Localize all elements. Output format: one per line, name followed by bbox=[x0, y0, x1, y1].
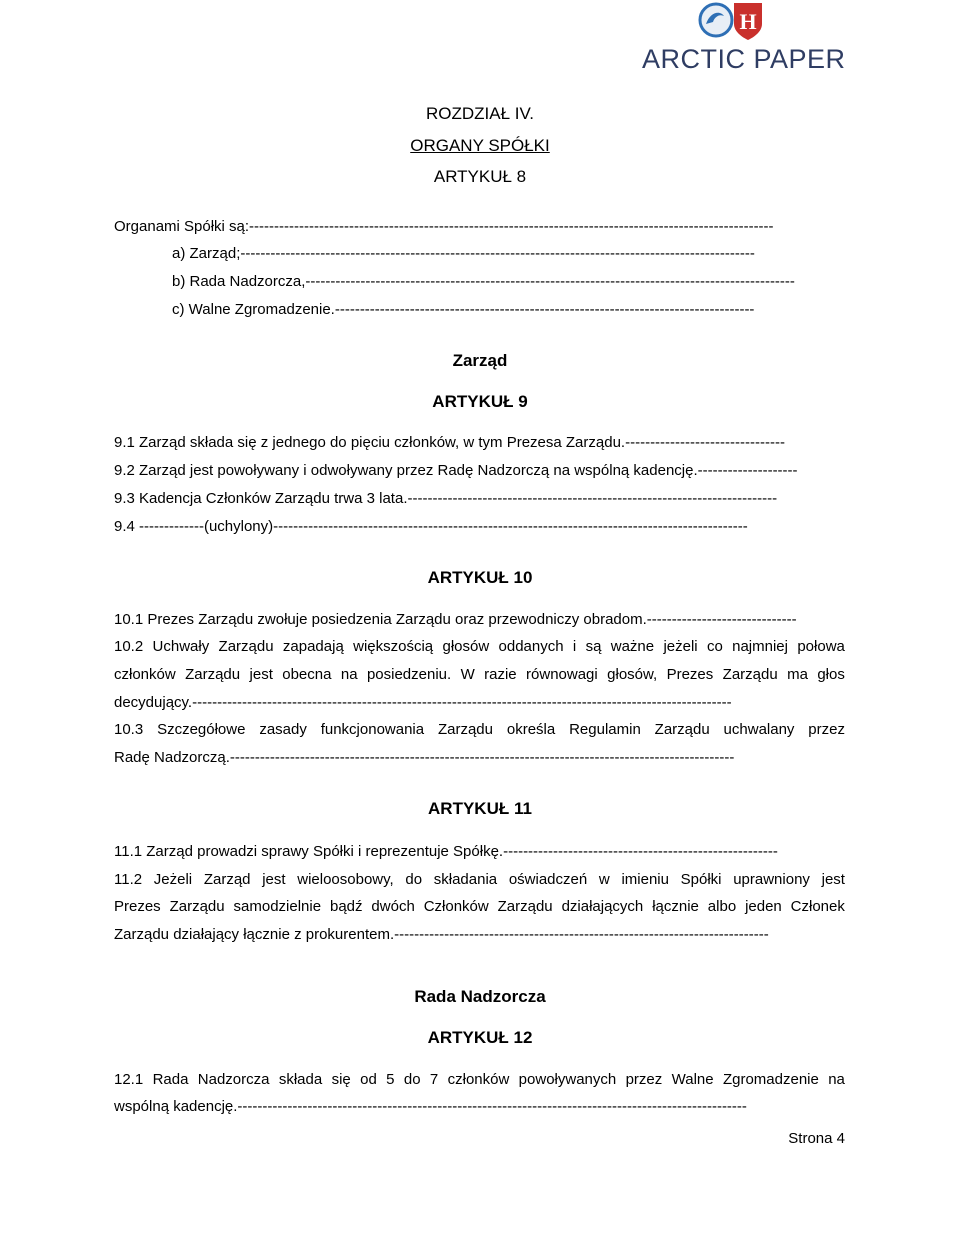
article-12-heading: ARTYKUŁ 12 bbox=[427, 1028, 533, 1047]
chapter-number: ROZDZIAŁ IV. bbox=[425, 104, 534, 123]
company-logo bbox=[636, 0, 846, 76]
art10-p3-line2: Radę Nadzorczą.----------------------------------------------------------------------------------------------------- bbox=[114, 749, 735, 766]
art11-p2-line3: Zarządu działający łącznie z prokurentem.--------------------------------------------------------------------------- bbox=[114, 926, 769, 943]
art8-item-b: b) Rada Nadzorcza,-------------------------------------------------------------------------------------------------- bbox=[172, 273, 795, 290]
art9-p1: 9.1 Zarząd składa się z jednego do pięciu członków, w tym Prezesa Zarządu.-------------------------------- bbox=[114, 434, 785, 451]
art12-p1-line2: wspólną kadencję.------------------------------------------------------------------------------------------------------ bbox=[114, 1098, 747, 1115]
article-9-heading: ARTYKUŁ 9 bbox=[432, 392, 528, 411]
art10-p2-line2: członków Zarządu jest obecna na posiedzeniu. W razie równowagi głosów, Prezes Zarządu ma głos bbox=[114, 666, 845, 683]
art8-item-a: a) Zarząd;------------------------------------------------------------------------------------------------------- bbox=[172, 245, 755, 262]
art10-p3-line1: 10.3 Szczegółowe zasady funkcjonowania Zarządu określa Regulamin Zarządu uchwalany przez bbox=[114, 721, 845, 738]
art12-p1-line1: 12.1 Rada Nadzorcza składa się od 5 do 7 członków powoływanych przez Walne Zgromadzenie na bbox=[114, 1071, 845, 1088]
art9-p4: 9.4 -------------(uchylony)----------------------------------------------------------------------------------------------- bbox=[114, 518, 748, 535]
art11-p2-line2: Prezes Zarządu samodzielnie bądź dwóch Członków Zarządu działających łącznie albo jeden Członek bbox=[114, 898, 845, 915]
logo-wordmark: ARCTIC PAPER bbox=[642, 44, 846, 74]
art11-p1: 11.1 Zarząd prowadzi sprawy Spółki i reprezentuje Spółkę.------------------------------------------------------- bbox=[114, 843, 778, 860]
page-number: Strona 4 bbox=[788, 1130, 845, 1147]
article-8-heading: ARTYKUŁ 8 bbox=[433, 167, 527, 186]
art10-p2-line1: 10.2 Uchwały Zarządu zapadają większością głosów oddanych i są ważne jeżeli co najmniej połowa bbox=[114, 638, 845, 655]
chapter-title: ORGANY SPÓŁKI bbox=[410, 136, 550, 155]
swan-globe-icon bbox=[699, 3, 733, 37]
section-rada-nadzorcza: Rada Nadzorcza bbox=[414, 987, 546, 1006]
article-11-heading: ARTYKUŁ 11 bbox=[428, 799, 532, 818]
art10-p1: 10.1 Prezes Zarządu zwołuje posiedzenia Zarządu oraz przewodniczy obradom.------------------------------ bbox=[114, 611, 797, 628]
art9-p3: 9.3 Kadencja Członków Zarządu trwa 3 lata.-------------------------------------------------------------------------- bbox=[114, 490, 778, 507]
art8-item-c: c) Walne Zgromadzenie.------------------------------------------------------------------------------------ bbox=[172, 301, 755, 318]
art10-p2-line3: decydujący.------------------------------------------------------------------------------------------------------------ bbox=[114, 694, 732, 711]
logo-emblems bbox=[636, 0, 836, 46]
art8-intro: Organami Spółki są:--------------------------------------------------------------------------------------------------------- bbox=[114, 218, 774, 235]
svg-text:H: H bbox=[739, 9, 757, 34]
art11-p2-line1: 11.2 Jeżeli Zarząd jest wieloosobowy, do składania oświadczeń w imieniu Spółki uprawniony jest bbox=[114, 871, 845, 888]
article-10-heading: ARTYKUŁ 10 bbox=[427, 568, 533, 587]
art9-p2: 9.2 Zarząd jest powoływany i odwoływany przez Radę Nadzorczą na wspólną kadencję.-------------------- bbox=[114, 462, 798, 479]
section-zarzad: Zarząd bbox=[452, 351, 508, 370]
h-shield-icon bbox=[734, 3, 762, 40]
